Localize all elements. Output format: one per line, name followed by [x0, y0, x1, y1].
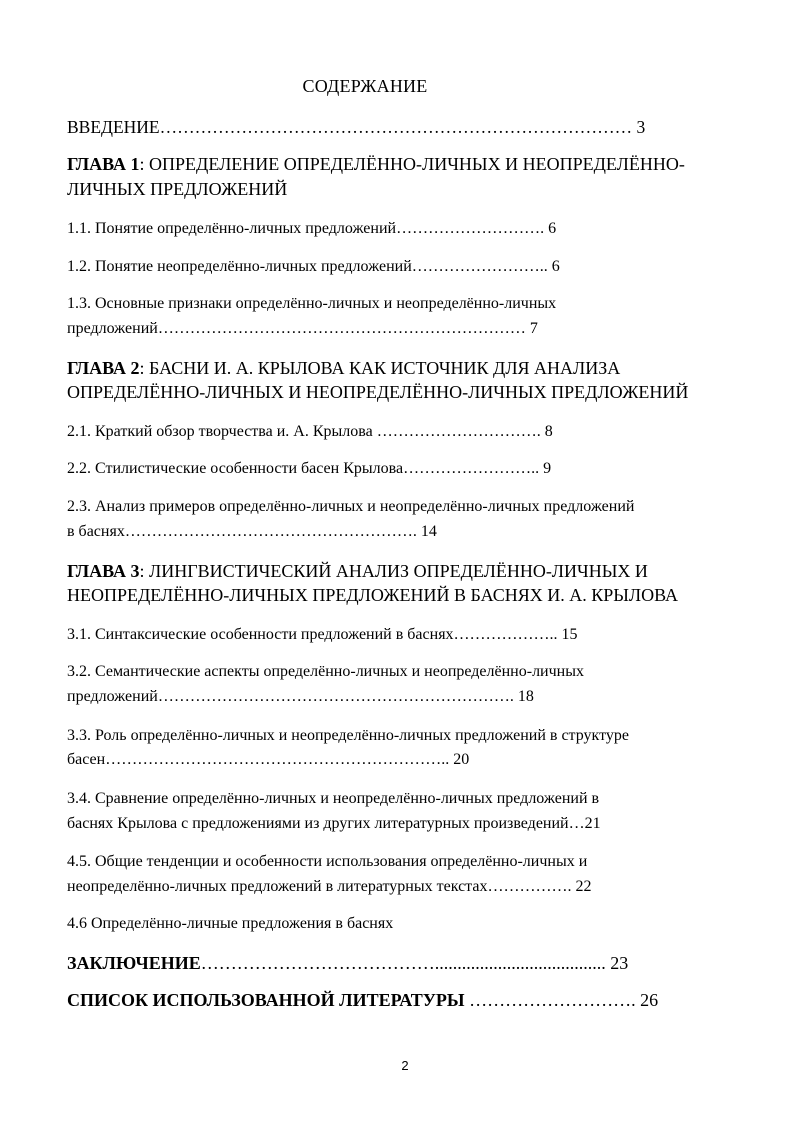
conclusion-label: ЗАКЛЮЧЕНИЕ	[67, 953, 201, 973]
toc-entry-1-2: 1.2. Понятие неопределённо-личных предложений…………………….. 6	[67, 258, 560, 275]
toc-chapter-3-line-1	[67, 560, 648, 582]
toc-title: СОДЕРЖАНИЕ	[302, 76, 428, 96]
toc-entry-2-2: 2.2. Стилистические особенности басен Крылова…………………….. 9	[67, 460, 552, 477]
toc-entry-intro: ВВЕДЕНИЕ……………………………………………………………………… 3	[67, 117, 646, 137]
toc-entry-4-5-line-2: неопределённо-личных предложений в литературных текстах……………. 22	[67, 878, 592, 895]
toc-chapter-2-line-2: ОПРЕДЕЛЁННО-ЛИЧНЫХ И НЕОПРЕДЕЛЁННО-ЛИЧНЫХ ПРЕДЛОЖЕНИЙ	[67, 382, 689, 402]
toc-entry-2-1: 2.1. Краткий обзор творчества и. А. Крылова …………………………. 8	[67, 423, 553, 440]
toc-entry-3-4-line-2: баснях Крылова с предложениями из других литературных произведений…21	[67, 815, 601, 832]
toc-entry-2-3-line-2: в баснях………………………………………………. 14	[67, 523, 437, 540]
toc-entry-4-5-line-1: 4.5. Общие тенденции и особенности использования определённо-личных и	[67, 853, 588, 870]
chapter-3-label: ГЛАВА 3	[67, 561, 140, 581]
toc-entry-3-2-line-2: предложений…………………………………………………………. 18	[67, 688, 534, 705]
chapter-2-title: : БАСНИ И. А. КРЫЛОВА КАК ИСТОЧНИК ДЛЯ АНАЛИЗА	[139, 358, 621, 378]
toc-entry-1-1: 1.1. Понятие определённо-личных предложений………………………. 6	[67, 220, 557, 237]
chapter-1-label: ГЛАВА 1	[67, 154, 140, 174]
toc-entry-bibliography	[67, 989, 658, 1011]
chapter-1-title: : ОПРЕДЕЛЕНИЕ ОПРЕДЕЛЁННО-ЛИЧНЫХ И НЕОПРЕДЕЛЁННО-	[139, 154, 685, 174]
toc-entry-3-2-line-1: 3.2. Семантические аспекты определённо-личных и неопределённо-личных	[67, 663, 584, 680]
bibliography-leader: ………………………. 26	[464, 990, 659, 1010]
toc-entry-1-3-line-2: предложений…………………………………………………………… 7	[67, 320, 538, 337]
toc-chapter-2-line-1	[67, 357, 620, 379]
toc-entry-3-3-line-2: басен……………………………………………………….. 20	[67, 751, 470, 768]
toc-entry-2-3-line-1: 2.3. Анализ примеров определённо-личных и неопределённо-личных предложений	[67, 498, 635, 515]
conclusion-leader: …………………………………...................................... 23	[200, 953, 629, 973]
toc-chapter-3-line-2: НЕОПРЕДЕЛЁННО-ЛИЧНЫХ ПРЕДЛОЖЕНИЙ В БАСНЯХ И. А. КРЫЛОВА	[67, 585, 678, 605]
page-number: 2	[401, 1058, 409, 1073]
toc-entry-3-3-line-1: 3.3. Роль определённо-личных и неопределённо-личных предложений в структуре	[67, 727, 629, 744]
toc-entry-1-3-line-1: 1.3. Основные признаки определённо-личных и неопределённо-личных	[67, 295, 557, 312]
toc-entry-3-1: 3.1. Синтаксические особенности предложений в баснях……………….. 15	[67, 626, 578, 643]
toc-chapter-1-line-1	[67, 153, 685, 175]
toc-entry-conclusion	[67, 952, 628, 974]
toc-entry-4-6: 4.6 Определённо-личные предложения в баснях	[67, 915, 394, 932]
bibliography-label: СПИСОК ИСПОЛЬЗОВАННОЙ ЛИТЕРАТУРЫ	[67, 990, 465, 1010]
chapter-2-label: ГЛАВА 2	[67, 358, 140, 378]
toc-entry-3-4-line-1: 3.4. Сравнение определённо-личных и неопределённо-личных предложений в	[67, 790, 600, 807]
toc-chapter-1-line-2: ЛИЧНЫХ ПРЕДЛОЖЕНИЙ	[67, 179, 288, 199]
chapter-3-title: : ЛИНГВИСТИЧЕСКИЙ АНАЛИЗ ОПРЕДЕЛЁННО-ЛИЧНЫХ И	[139, 561, 648, 581]
